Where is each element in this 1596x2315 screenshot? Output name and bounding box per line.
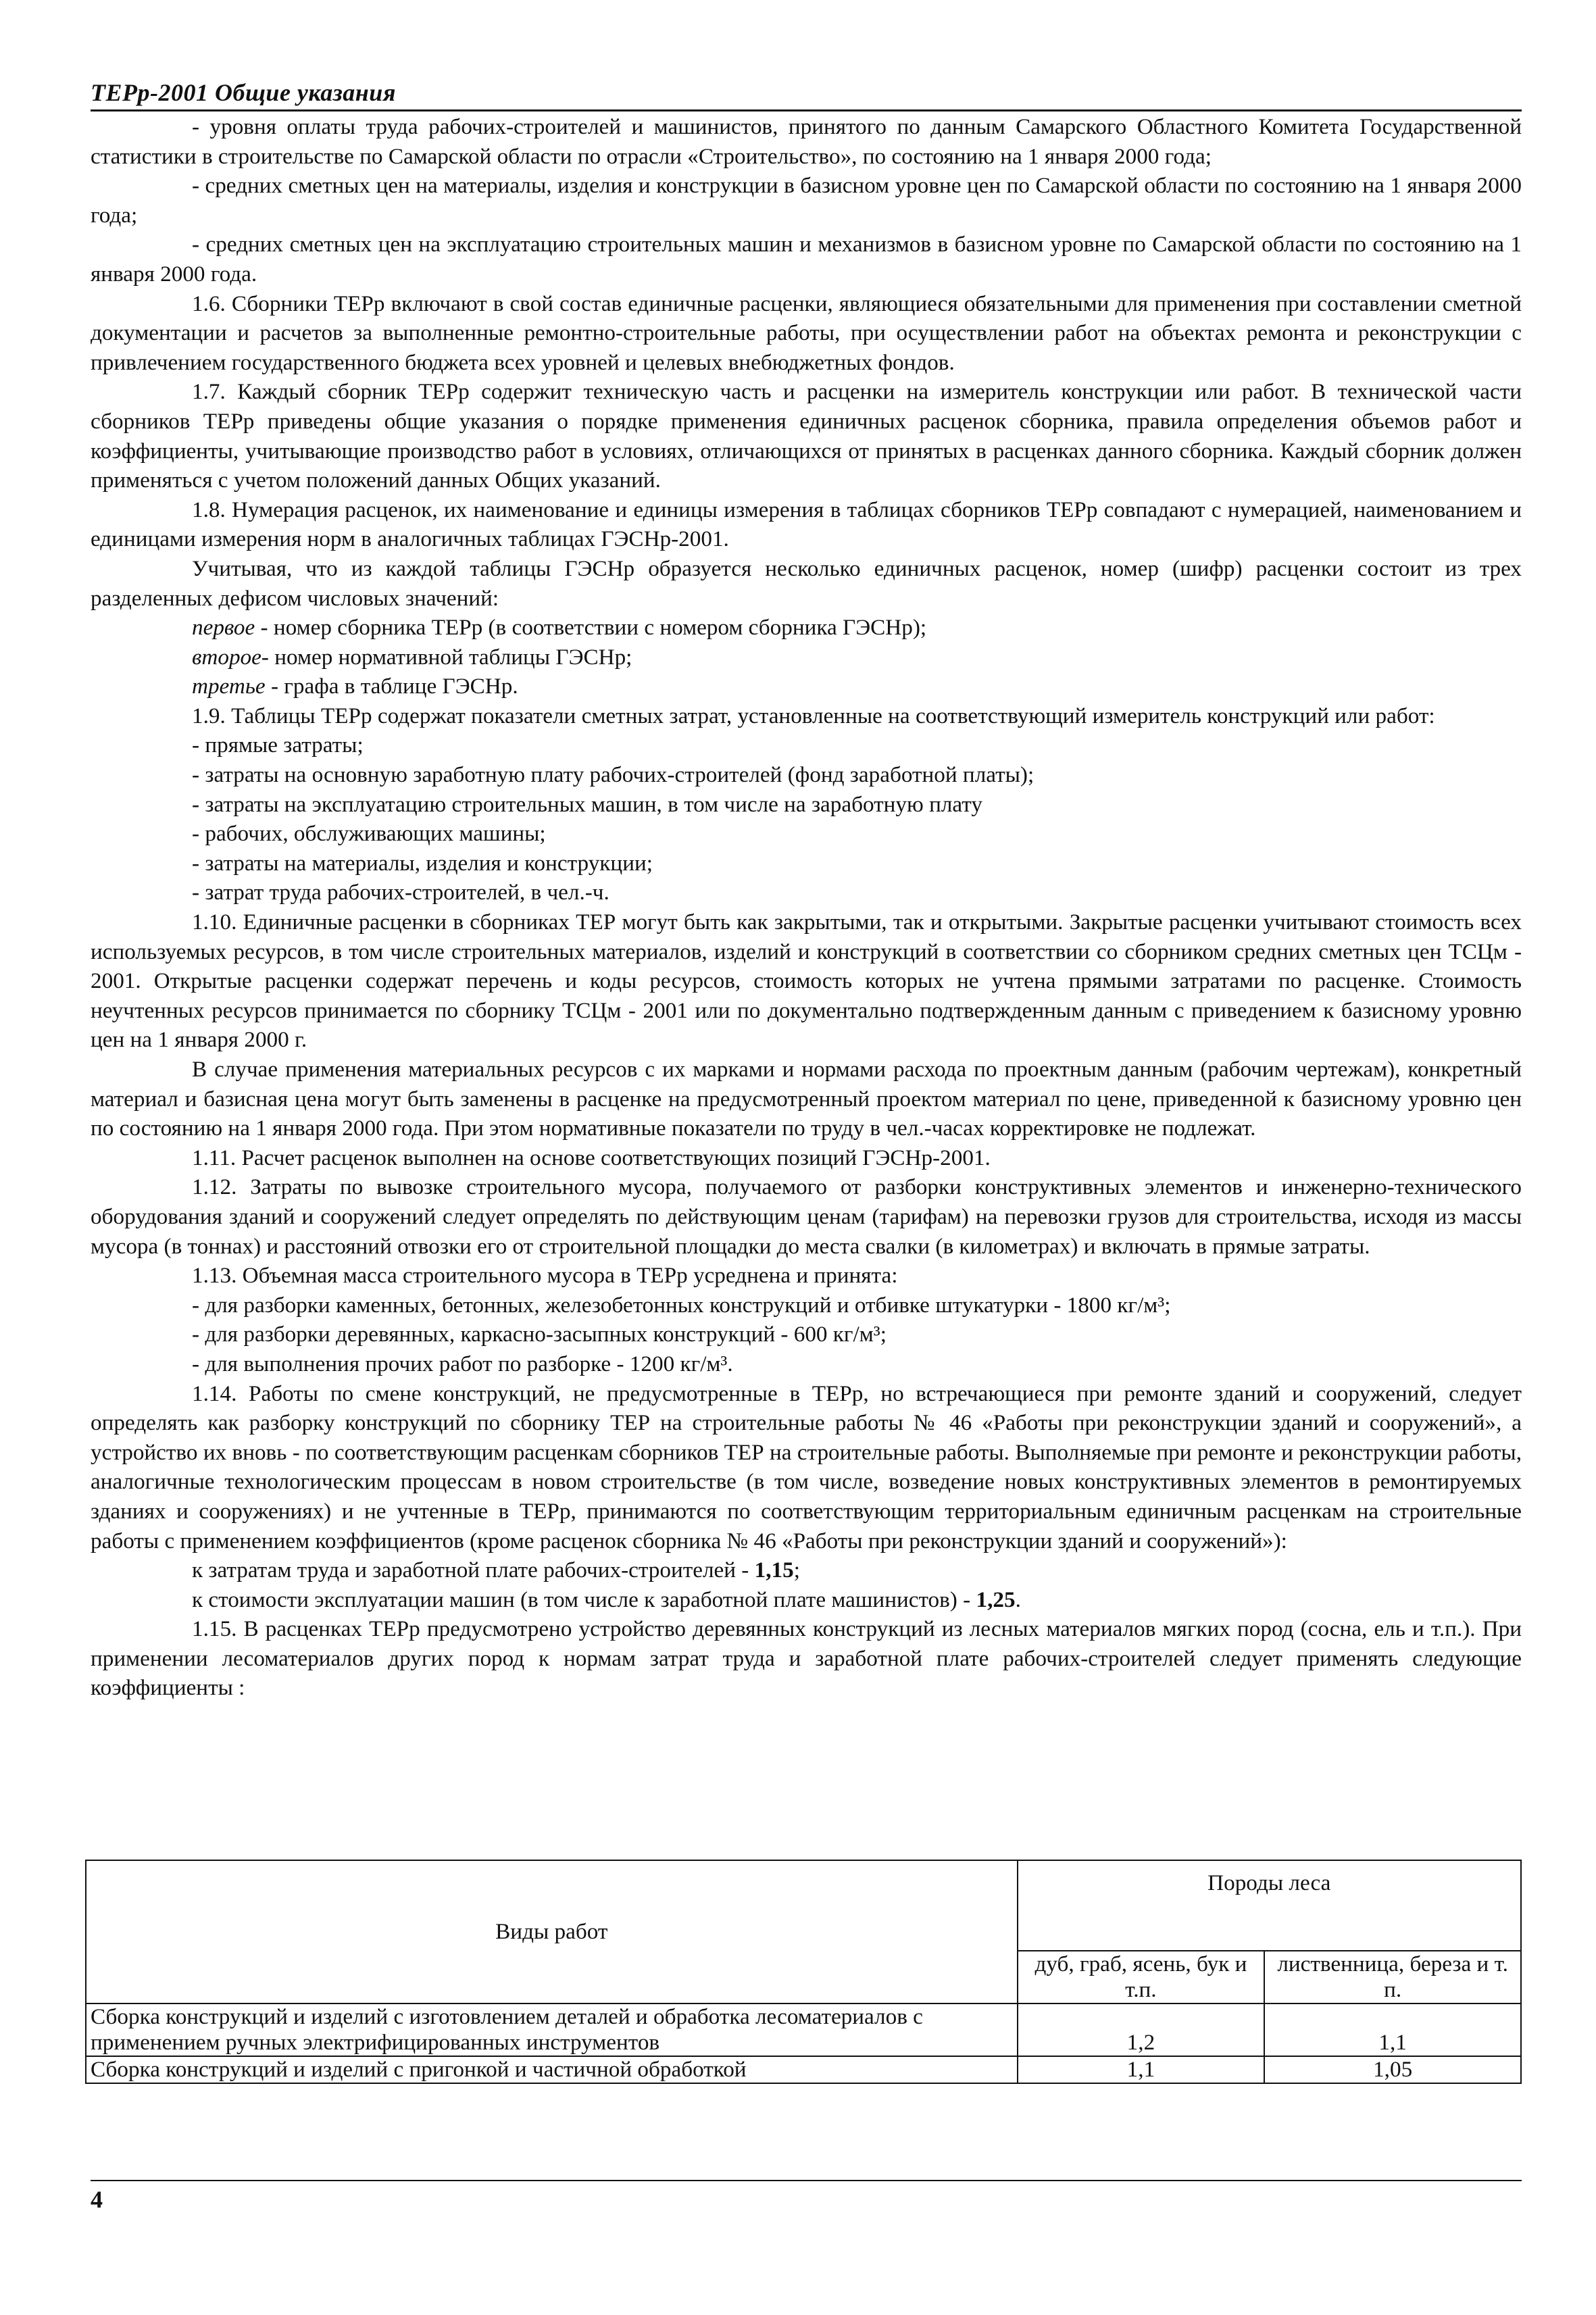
paragraph: В случае применения материальных ресурсов с их марками и нормами расхода по проектным данным (рабочим чертежам), конкретный материал и базисная цена могут быть заменены в расценке на предусмотренный проектом материал по цене, приведенной к базисному уровню цен по состоянию на 1 января 2000 года. При этом нормативные показатели по труду в чел.-часах корректировке не подлежат. <box>91 1057 1522 1141</box>
page-number: 4 <box>91 2186 103 2213</box>
code-part-third <box>91 672 1522 701</box>
list-item: - для выполнения прочих работ по разборке - 1200 кг/м³. <box>192 1351 733 1376</box>
section-1-10: 1.10. Единичные расценки в сборниках ТЕР могут быть как закрытыми, так и открытыми. Закрытые расценки учитывают стоимость всех используемых ресурсов, в том числе строительных материалов, изделий и конструкций в соответствии со сборником средних сметных цен ТСЦм - 2001. Открытые расценки содержат перечень и коды ресурсов, стоимость которых не учтена прямыми затратами по расценке. Стоимость неучтенных ресурсов принимается по сборнику ТСЦм - 2001 или по документально подтвержденным данным с приведением к базисному уровню цен на 1 января 2000 г. <box>91 910 1522 1053</box>
coefficient-value: 1,25 <box>976 1587 1016 1612</box>
work-type-cell: Сборка конструкций и изделий с изготовлением деталей и обработка лесоматериалов с применением ручных электрифицированных инструментов <box>86 2003 1018 2056</box>
header-wood-species: Породы леса <box>1018 1860 1521 1951</box>
coefficient-line <box>91 1555 1522 1585</box>
header-title: ТЕРр-2001 Общие указания <box>91 79 396 106</box>
footer-divider <box>91 2180 1522 2181</box>
coef-hardwood-cell: 1,2 <box>1018 2003 1265 2056</box>
coefficient-text: к стоимости эксплуатации машин (в том числе к заработной плате машинистов) - <box>192 1587 976 1612</box>
paragraph: - средних сметных цен на материалы, изделия и конструкции в базисном уровне цен по Самарской области по состоянию на 1 января 2000 года; <box>91 173 1522 228</box>
term-description: - графа в таблице ГЭСНр. <box>265 674 518 699</box>
table-row <box>86 2056 1521 2083</box>
coef-larch-birch-cell: 1,1 <box>1264 2003 1521 2056</box>
header-hardwood: дуб, граб, ясень, бук и т.п. <box>1018 1951 1265 2003</box>
punctuation: . <box>1015 1587 1021 1612</box>
section-1-12: 1.12. Затраты по вывозке строительного мусора, получаемого от разборки конструктивных элементов и инженерно-технического оборудования зданий и сооружений следует определять по действующим ценам (тарифам) на перевозки грузов для строительства, исходя из массы мусора (в тоннах) и расстояний отвозки его от строительной площадки до места свалки (в километрах) и включать в прямые затраты. <box>91 1174 1522 1259</box>
running-header <box>91 76 1522 111</box>
paragraph: - уровня оплаты труда рабочих-строителей и машинистов, принятого по данным Самарского Областного Комитета Государственной статистики в строительстве по Самарской области по отрасли «Строительство», по состоянию на 1 января 2000 года; <box>91 114 1522 169</box>
section-1-6: 1.6. Сборники ТЕРр включают в свой состав единичные расценки, являющиеся обязательными для применения при составлении сметной документации и расчетов за выполненные ремонтно-строительные работы, при осуществлении работ на объектах ремонта и реконструкции с привлечением государственного бюджета всех уровней и целевых внебюджетных фондов. <box>91 291 1522 375</box>
header-work-types: Виды работ <box>86 1860 1018 2003</box>
list-item: - затраты на основную заработную плату рабочих-строителей (фонд заработной платы); <box>192 762 1034 788</box>
list-item: - затрат труда рабочих-строителей, в чел.-ч. <box>192 880 609 905</box>
coefficients-table <box>85 1860 1522 2084</box>
list-item: - для разборки каменных, бетонных, железобетонных конструкций и отбивке штукатурки - 1800 кг/м³; <box>192 1292 1171 1318</box>
header-larch-birch: лиственница, береза и т. п. <box>1264 1951 1521 2003</box>
section-1-9: 1.9. Таблицы ТЕРр содержат показатели сметных затрат, установленные на соответствующий измеритель конструкций или работ: <box>192 703 1435 728</box>
section-1-7: 1.7. Каждый сборник ТЕРр содержит техническую часть и расценки на измеритель конструкции или работ. В технической части сборников ТЕРр приведены общие указания о порядке применения единичных расценок сборника, правила определения объемов работ и коэффициенты, учитывающие производство работ в условиях, отличающихся от принятых в расценках данного сборника. Каждый сборник должен применяться с учетом положений данных Общих указаний. <box>91 379 1522 493</box>
coefficient-line <box>91 1585 1522 1615</box>
code-part-second <box>91 643 1522 672</box>
body-text <box>91 112 1522 1703</box>
term: третье <box>192 674 266 699</box>
coefficient-text: к затратам труда и заработной плате рабочих-строителей - <box>192 1558 755 1583</box>
list-item: - рабочих, обслуживающих машины; <box>192 821 546 847</box>
section-1-14: 1.14. Работы по смене конструкций, не предусмотренные в ТЕРр, но встречающиеся при ремонте зданий и сооружений, следует определять как разборку конструкций по сборнику ТЕР на строительные работы № 46 «Работы при реконструкции зданий и сооружений», а устройство их вновь - по соответствующим расценкам сборников ТЕР на строительные работы. Выполняемые при ремонте и реконструкции работы, аналогичные технологическим процессам в новом строительстве (в том числе, возведение новых конструктивных элементов в ремонтируемых зданиях и сооружениях) и не учтенные в ТЕРр, принимаются по соответствующим территориальным единичным расценкам на строительные работы с применением коэффициентов (кроме расценок сборника № 46 «Работы при реконструкции зданий и сооружений»): <box>91 1380 1522 1553</box>
paragraph: Учитывая, что из каждой таблицы ГЭСНр образуется несколько единичных расценок, номер (шифр) расценки состоит из трех разделенных дефисом числовых значений: <box>91 555 1522 611</box>
term-description: - номер нормативной таблицы ГЭСНр; <box>261 644 632 670</box>
coef-larch-birch-cell: 1,05 <box>1264 2056 1521 2083</box>
term-description: - номер сборника ТЕРр (в соответствии с номером сборника ГЭСНр); <box>255 615 927 641</box>
code-part-first <box>91 613 1522 643</box>
punctuation: ; <box>793 1558 800 1583</box>
coef-hardwood-cell: 1,1 <box>1018 2056 1265 2083</box>
list-item: - прямые затраты; <box>192 732 364 758</box>
section-1-11: 1.11. Расчет расценок выполнен на основе соответствующих позиций ГЭСНр-2001. <box>192 1145 991 1170</box>
list-item: - для разборки деревянных, каркасно-засыпных конструкций - 600 кг/м³; <box>192 1322 887 1347</box>
section-1-15: 1.15. В расценках ТЕРр предусмотрено устройство деревянных конструкций из лесных материалов мягких пород (сосна, ель и т.п.). При применении лесоматериалов других пород к нормам затрат труда и заработной плате рабочих-строителей следует применять следующие коэффициенты : <box>91 1616 1522 1701</box>
term: второе <box>192 644 261 670</box>
term: первое <box>192 615 255 641</box>
section-1-13: 1.13. Объемная масса строительного мусора в ТЕРр усреднена и принята: <box>192 1263 898 1289</box>
paragraph: - средних сметных цен на эксплуатацию строительных машин и механизмов в базисном уровне по Самарской области по состоянию на 1 января 2000 года. <box>91 232 1522 287</box>
coefficient-value: 1,15 <box>754 1558 794 1583</box>
table-row <box>86 2003 1521 2056</box>
list-item: - затраты на материалы, изделия и конструкции; <box>192 850 653 876</box>
work-type-cell: Сборка конструкций и изделий с пригонкой и частичной обработкой <box>86 2056 1018 2083</box>
list-item: - затраты на эксплуатацию строительных машин, в том числе на заработную плату <box>192 791 982 817</box>
section-1-8: 1.8. Нумерация расценок, их наименование и единицы измерения в таблицах сборников ТЕРр совпадают с нумерацией, наименованием и единицами измерения норм в аналогичных таблицах ГЭСНр-2001. <box>91 497 1522 552</box>
